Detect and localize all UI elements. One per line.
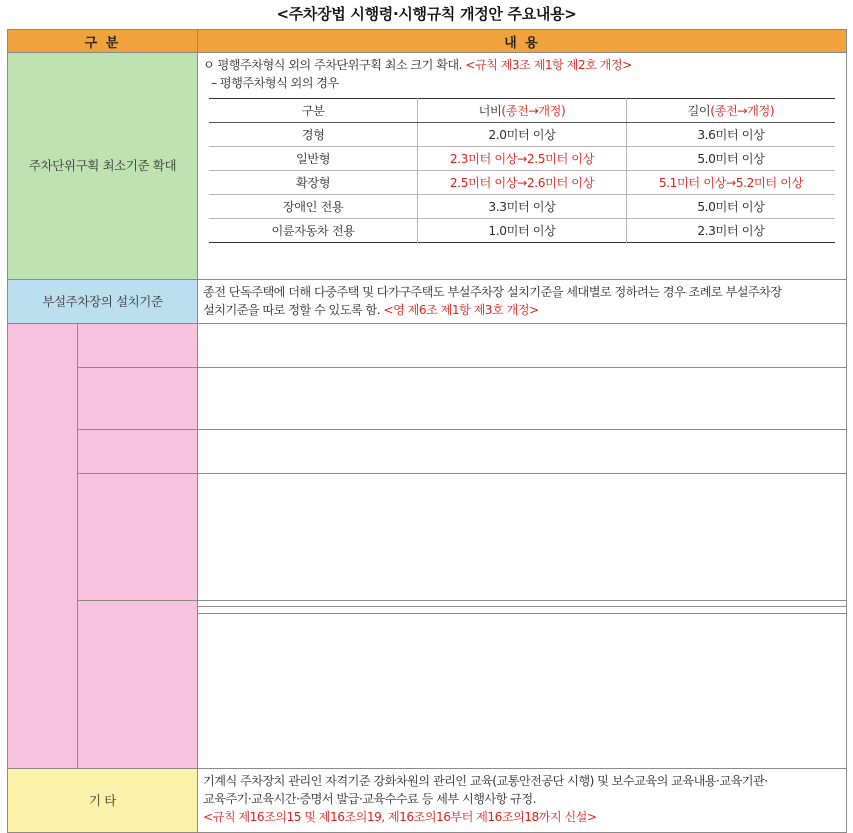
row-attached-parking bbox=[8, 280, 847, 324]
content-line: 설치기준을 따로 정할 수 있도록 함. bbox=[203, 303, 384, 317]
content-other bbox=[198, 769, 847, 833]
content-criteria bbox=[198, 430, 847, 474]
subcategory-personnel bbox=[78, 474, 198, 601]
content-attached-parking bbox=[198, 280, 847, 324]
category-mechanical-inspection bbox=[8, 324, 78, 769]
size-header-type: 구분 bbox=[209, 99, 418, 123]
row-criteria bbox=[8, 430, 847, 474]
content-line: 기계식 주차장치 관리인 자격기준 강화차원의 관리인 교육(교통안전공단 시행) 및 보수교육의 교육내용·교육기관· bbox=[203, 774, 768, 788]
content-line: 종전 단독주택에 더해 다중주택 및 다가구주택도 부설주차장 설치기준을 세대별로 정하려는 경우 조례로 부설주차장 bbox=[203, 285, 782, 299]
education-block-procedure bbox=[198, 614, 846, 620]
size-cell: 5.0미터 이상 bbox=[626, 195, 835, 219]
size-cell: 확장형 bbox=[209, 171, 418, 195]
size-cell: 3.6미터 이상 bbox=[626, 123, 835, 147]
size-row-extended bbox=[209, 171, 835, 195]
size-row-motorcycle bbox=[209, 219, 835, 243]
size-cell: 일반형 bbox=[209, 147, 418, 171]
size-cell: 2.3미터 이상 bbox=[626, 219, 835, 243]
row-expiry-notice bbox=[8, 368, 847, 430]
content-line: 교육주기·교육시간·증명서 발급·교육수수료 등 세부 시행사항 규정. bbox=[203, 792, 536, 806]
size-cell-changed: 5.1미터 이상→5.2미터 이상 bbox=[626, 171, 835, 195]
education-block-curriculum bbox=[198, 607, 846, 614]
category-parking-unit: 주차단위구획 최소기준 확대 bbox=[8, 53, 198, 280]
size-row-disabled bbox=[209, 195, 835, 219]
header-category: 구 분 bbox=[8, 30, 198, 53]
bullet-text: ㅇ 평행주차형식 외의 주차단위구획 최소 크기 확대. bbox=[203, 58, 466, 72]
subcategory-education bbox=[78, 601, 198, 769]
row-other bbox=[8, 769, 847, 833]
size-header-width: 너비 bbox=[478, 103, 502, 118]
size-table bbox=[209, 98, 835, 243]
page-title: <주차장법 시행령·시행규칙 개정안 주요내용> bbox=[276, 5, 577, 23]
content-education bbox=[198, 601, 847, 769]
size-cell-changed: 2.5미터 이상→2.6미터 이상 bbox=[418, 171, 627, 195]
content-parking-unit bbox=[198, 53, 847, 280]
row-personnel-standards bbox=[8, 474, 847, 601]
category-other: 기 타 bbox=[8, 769, 198, 833]
summary-table bbox=[7, 29, 847, 833]
size-cell: 5.0미터 이상 bbox=[626, 147, 835, 171]
subcategory-criteria bbox=[78, 430, 198, 474]
size-cell: 3.3미터 이상 bbox=[418, 195, 627, 219]
sub-bullet: – 평행주차형식 외의 경우 bbox=[211, 76, 339, 90]
header-content: 내 용 bbox=[198, 30, 847, 53]
content-timing bbox=[198, 324, 847, 368]
legal-reference: <규칙 제3조 제1항 제2호 개정> bbox=[465, 58, 632, 72]
content-notice bbox=[198, 368, 847, 430]
size-row-general bbox=[209, 147, 835, 171]
size-header-length: 길이 bbox=[687, 103, 711, 118]
legal-reference: <규칙 제16조의15 및 제16조의19, 제16조의16부터 제16조의18까지 신설> bbox=[203, 810, 597, 824]
size-cell: 경형 bbox=[209, 123, 418, 147]
size-cell: 이륜자동차 전용 bbox=[271, 223, 355, 238]
content-personnel bbox=[198, 474, 847, 601]
size-row-compact bbox=[209, 123, 835, 147]
size-cell: 2.0미터 이상 bbox=[418, 123, 627, 147]
row-education-procedure bbox=[8, 601, 847, 769]
row-inspection-timing bbox=[8, 324, 847, 368]
row-parking-unit bbox=[8, 53, 847, 280]
category-attached-parking: 부설주차장의 설치기준 bbox=[8, 280, 198, 324]
size-cell: 장애인 전용 bbox=[209, 195, 418, 219]
size-header-width-note: (종전→개정) bbox=[501, 103, 566, 118]
header-row bbox=[8, 30, 847, 53]
size-table-header bbox=[209, 99, 835, 123]
size-cell-changed: 2.3미터 이상→2.5미터 이상 bbox=[418, 147, 627, 171]
subcategory-timing bbox=[78, 324, 198, 368]
size-header-length-note: (종전→개정) bbox=[710, 103, 775, 118]
subcategory-notice bbox=[78, 368, 198, 430]
legal-reference: <영 제6조 제1항 제3호 개정> bbox=[383, 303, 539, 317]
size-cell: 1.0미터 이상 bbox=[418, 219, 627, 243]
